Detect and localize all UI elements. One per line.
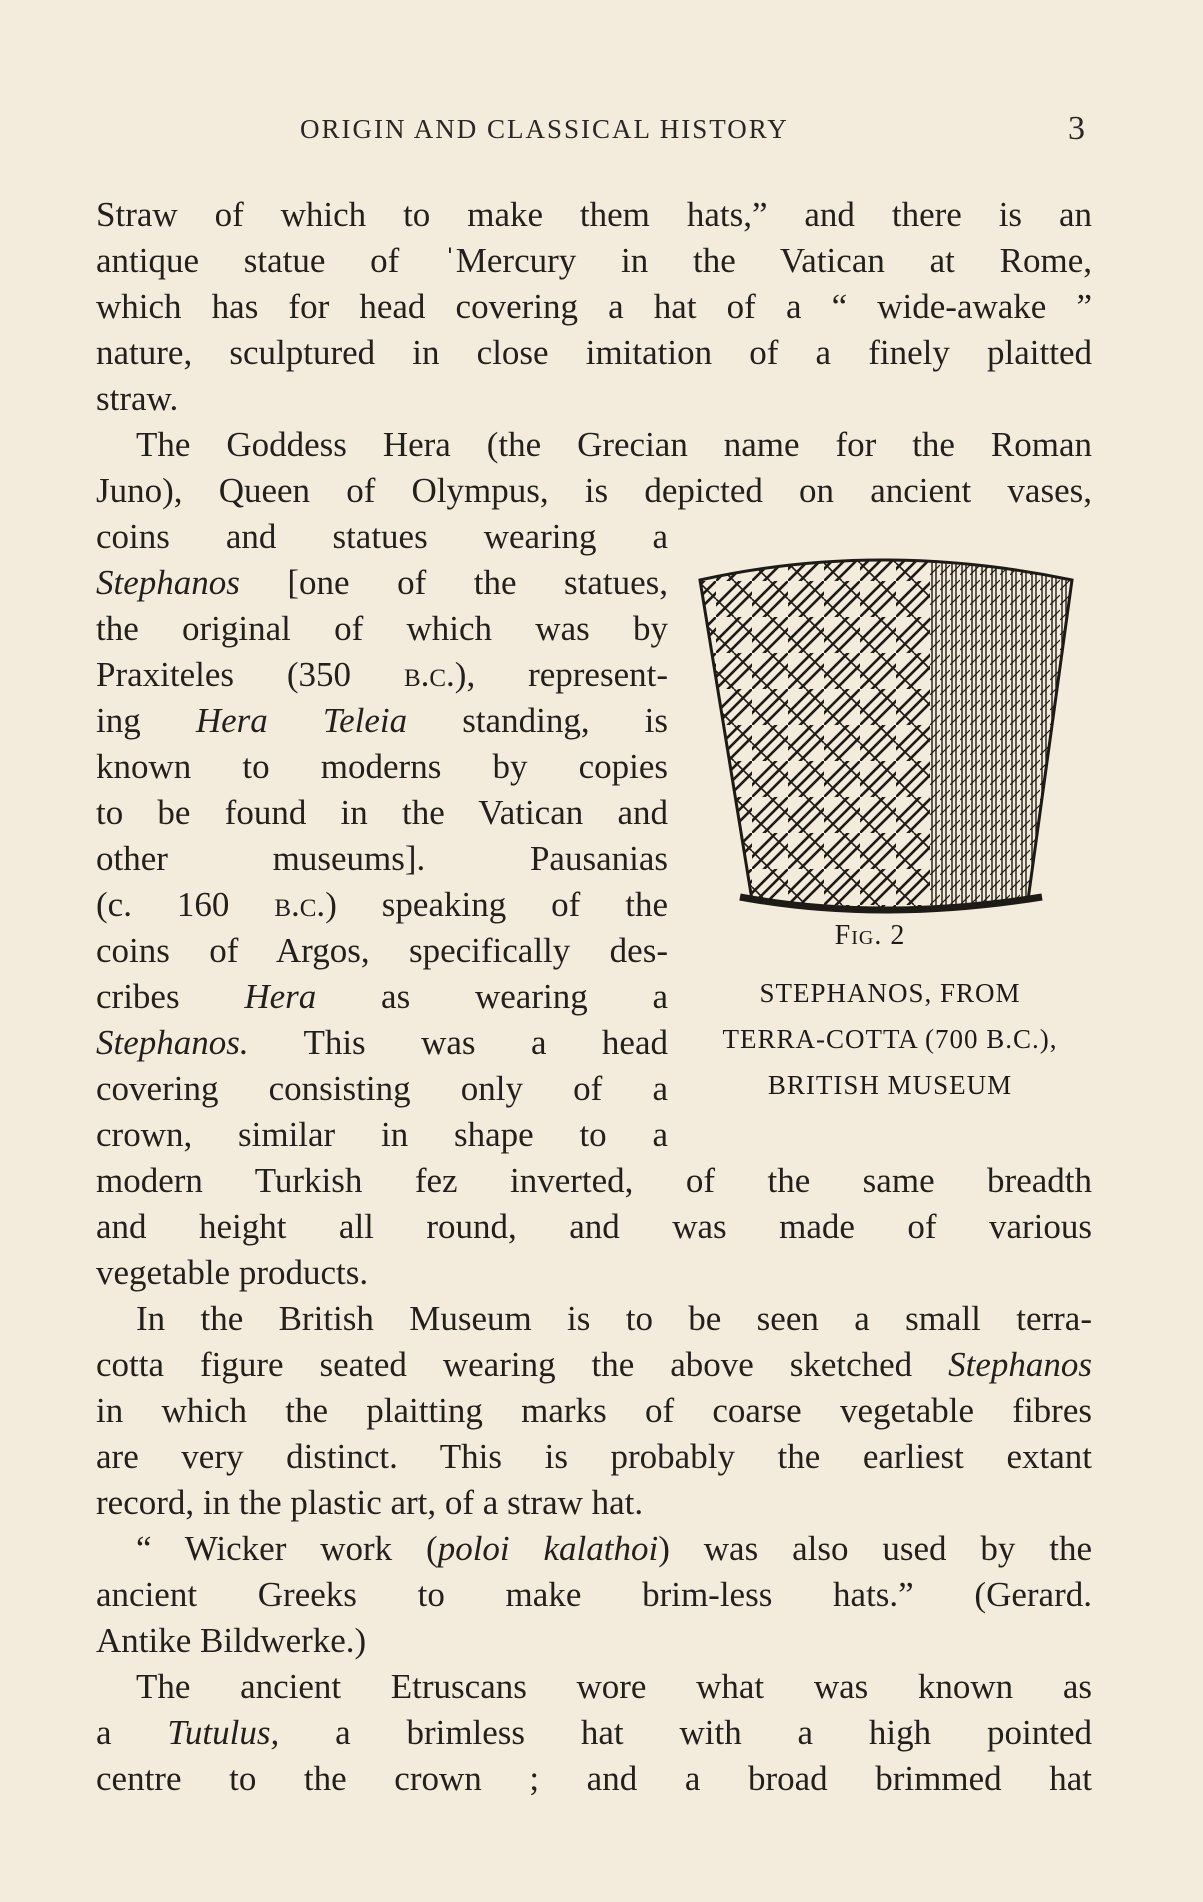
text-line: Antike Bildwerke.) xyxy=(96,1621,367,1660)
text-line: nature, sculptured in close imitation of a finely plaitted xyxy=(96,333,1092,372)
text-line: in which the plaitting marks of coarse vegetable fibres xyxy=(96,1391,1092,1430)
paragraph-2-column xyxy=(96,514,668,1158)
text-line: the original of which was by xyxy=(96,609,668,648)
text-line: record, in the plastic art, of a straw hat. xyxy=(96,1483,644,1522)
text-line xyxy=(96,882,668,928)
paragraph-2-start xyxy=(96,422,1092,514)
text-line: crown, similar in shape to a xyxy=(96,1115,668,1154)
figure-label: Fig. 2 xyxy=(834,920,906,951)
text-fragment: standing, is xyxy=(407,701,669,740)
text-line: coins of Argos, specifically des- xyxy=(96,931,668,970)
text-fragment: “ Wicker work ( xyxy=(136,1529,438,1568)
text-line: are very distinct. This is probably the earliest extant xyxy=(96,1437,1092,1476)
italic-term: Hera xyxy=(244,977,317,1016)
page-number: 3 xyxy=(1068,110,1085,147)
text-fragment: ) speaking of the xyxy=(325,885,668,924)
italic-term: Hera Teleia xyxy=(195,701,408,740)
text-fragment: Praxiteles (350 xyxy=(96,655,404,694)
paragraph-3 xyxy=(96,1296,1092,1526)
text-line xyxy=(96,652,668,698)
running-title: ORIGIN AND CLASSICAL HISTORY xyxy=(300,114,789,144)
text-fragment: This was a head xyxy=(248,1023,668,1062)
text-line: to be found in the Vatican and xyxy=(96,793,668,832)
text-fragment: as wearing a xyxy=(316,977,668,1016)
text-line: and height all round, and was made of various xyxy=(96,1207,1092,1246)
text-fragment: a xyxy=(96,1713,168,1752)
text-line xyxy=(96,1710,1092,1756)
text-line: coins and statues wearing a xyxy=(96,517,668,556)
italic-term: Stephanos. xyxy=(96,1023,249,1062)
text-line: The ancient Etruscans wore what was known as xyxy=(136,1667,1092,1706)
text-line: vegetable products. xyxy=(96,1253,369,1292)
text-line xyxy=(96,974,668,1020)
caption-line: BRITISH MUSEUM xyxy=(767,1070,1013,1100)
paragraph-4 xyxy=(96,1526,1092,1664)
text-line: antique statue of ˈMercury in the Vatican at Rome, xyxy=(96,241,1092,280)
text-line: modern Turkish fez inverted, of the same breadth xyxy=(96,1161,1092,1200)
text-line: covering consisting only of a xyxy=(96,1069,668,1108)
running-head xyxy=(0,110,1203,150)
text-line xyxy=(96,1342,1092,1388)
italic-term: poloi kalathoi xyxy=(437,1529,659,1568)
text-line xyxy=(96,560,668,606)
text-line: In the British Museum is to be seen a small terra- xyxy=(136,1299,1092,1338)
figure-caption xyxy=(680,970,1100,1108)
text-line xyxy=(96,1020,668,1066)
text-fragment: (c. 160 xyxy=(96,885,275,924)
text-line: The Goddess Hera (the Grecian name for the Roman xyxy=(136,425,1092,464)
caption-line: STEPHANOS, FROM xyxy=(759,978,1021,1008)
text-fragment: ), represent- xyxy=(454,655,668,694)
italic-term: Stephanos xyxy=(96,563,240,602)
text-line: which has for head covering a hat of a “ wide-awake ” xyxy=(96,287,1092,326)
text-line xyxy=(96,698,668,744)
italic-term: Stephanos xyxy=(948,1345,1092,1384)
italic-term: Tutulus, xyxy=(167,1713,280,1752)
paragraph-5 xyxy=(96,1664,1092,1802)
text-fragment: cotta figure seated wearing the above sketched xyxy=(96,1345,949,1384)
text-line: straw. xyxy=(96,379,179,418)
paragraph-1 xyxy=(96,192,1092,422)
text-line xyxy=(96,1526,1092,1572)
paragraph-2-end xyxy=(96,1158,1092,1296)
text-line: ancient Greeks to make brim-less hats.” (Gerard. xyxy=(96,1575,1092,1614)
stephanos-figure xyxy=(680,545,1100,945)
text-fragment: [one of the statues, xyxy=(239,563,668,602)
text-fragment: a brimless hat with a high pointed xyxy=(279,1713,1092,1752)
text-line: Straw of which to make them hats,” and there is an xyxy=(96,195,1092,234)
small-caps-text: b.c. xyxy=(403,655,455,694)
text-line: Juno), Queen of Olympus, is depicted on ancient vases, xyxy=(96,471,1092,510)
text-fragment: cribes xyxy=(96,977,245,1016)
text-fragment: ) was also used by the xyxy=(658,1529,1092,1568)
text-line: other museums]. Pausanias xyxy=(96,839,668,878)
text-line: known to moderns by copies xyxy=(96,747,668,786)
caption-line: TERRA-COTTA (700 B.C.), xyxy=(722,1024,1058,1054)
text-line: centre to the crown ; and a broad brimmed hat xyxy=(96,1759,1092,1798)
text-fragment: ing xyxy=(96,701,196,740)
small-caps-text: b.c. xyxy=(274,885,326,924)
